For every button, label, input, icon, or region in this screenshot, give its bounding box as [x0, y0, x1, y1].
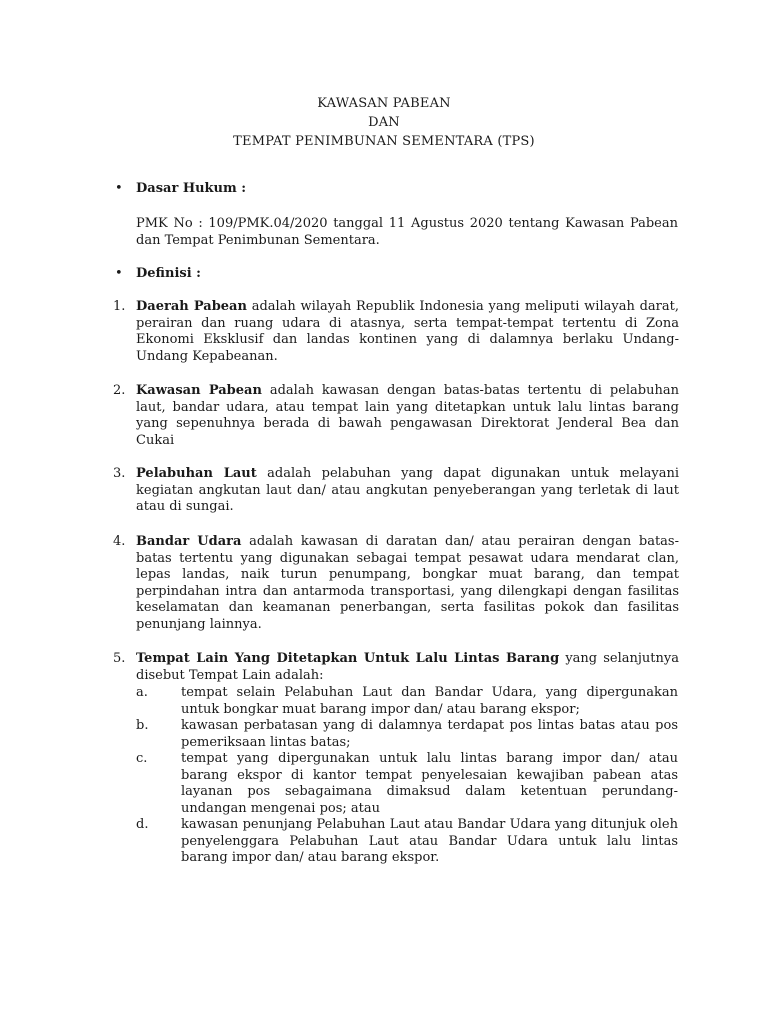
- sub-item-text: tempat selain Pelabuhan Laut dan Bandar Udara, yang dipergunakan untuk bongkar muat barang impor dan/ atau barang ekspor;: [181, 685, 678, 717]
- sub-item-list: [136, 685, 678, 867]
- definition-item-5: [113, 651, 679, 684]
- item-text: yang selanjutnya disebut Tempat Lain adalah:: [136, 651, 679, 683]
- sub-item-letter: c.: [136, 751, 148, 766]
- item-number: 3.: [113, 466, 126, 481]
- sub-item-c: [136, 751, 678, 817]
- dasar-hukum-label: Dasar Hukum :: [136, 181, 247, 196]
- title-line-1: KAWASAN PABEAN: [317, 96, 451, 111]
- item-term: Pelabuhan Laut: [136, 466, 257, 481]
- definition-item-2: [113, 383, 679, 449]
- item-term: Daerah Pabean: [136, 299, 247, 314]
- definition-item-1: [113, 299, 679, 365]
- definisi-label: Definisi :: [136, 266, 201, 281]
- bullet-dot: •: [115, 181, 123, 196]
- sub-item-letter: d.: [136, 817, 149, 832]
- sub-item-text: tempat yang dipergunakan untuk lalu lintas barang impor dan/ atau barang ekspor di kantor tempat penyelesaian kewajiban pabean atas layanan pos sebagaimana dimaksud dalam ketentuan perundang-undangan mengenai pos; atau: [181, 751, 678, 816]
- sub-item-a: [136, 685, 678, 718]
- document-title: [0, 94, 768, 151]
- item-text: adalah pelabuhan yang dapat digunakan untuk melayani kegiatan angkutan laut dan/ atau angkutan penyeberangan yang terletak di laut atau di sungai.: [136, 466, 679, 514]
- sub-item-letter: a.: [136, 685, 148, 700]
- item-text: adalah wilayah Republik Indonesia yang meliputi wilayah darat, perairan dan ruang udara di atasnya, serta tempat-tempat tertentu di Zona Ekonomi Eksklusif dan landas kontinen yang di dalamnya berlaku Undang-Undang Kepabeanan.: [136, 299, 679, 364]
- item-number: 5.: [113, 651, 126, 666]
- definition-item-4: [113, 534, 679, 633]
- sub-item-text: kawasan penunjang Pelabuhan Laut atau Bandar Udara yang ditunjuk oleh penyelenggara Pelabuhan Laut atau Bandar Udara untuk lalu lintas barang impor dan/ atau barang ekspor.: [181, 817, 678, 865]
- item-text: adalah kawasan dengan batas-batas tertentu di pelabuhan laut, bandar udara, atau tempat lain yang ditetapkan untuk lalu lintas barang yang sepenuhnya berada di bawah pengawasan Direktorat Jenderal Bea dan Cukai: [136, 383, 679, 448]
- item-number: 4.: [113, 534, 126, 549]
- item-term: Tempat Lain Yang Ditetapkan Untuk Lalu Lintas Barang: [136, 651, 560, 666]
- item-term: Kawasan Pabean: [136, 383, 262, 398]
- dasar-hukum-text: PMK No : 109/PMK.04/2020 tanggal 11 Agustus 2020 tentang Kawasan Pabean dan Tempat Penimbunan Sementara.: [136, 216, 678, 248]
- title-line-3: TEMPAT PENIMBUNAN SEMENTARA (TPS): [233, 134, 535, 149]
- sub-item-letter: b.: [136, 718, 149, 733]
- item-number: 2.: [113, 383, 126, 398]
- item-term: Bandar Udara: [136, 534, 242, 549]
- sub-item-text: kawasan perbatasan yang di dalamnya terdapat pos lintas batas atau pos pemeriksaan lintas batas;: [181, 718, 678, 750]
- bullet-dot: •: [115, 266, 123, 281]
- title-line-2: DAN: [368, 115, 400, 130]
- sub-item-d: [136, 817, 678, 867]
- definition-item-3: [113, 466, 679, 516]
- sub-item-b: [136, 718, 678, 751]
- item-text: adalah kawasan di daratan dan/ atau perairan dengan batas-batas tertentu yang digunakan sebagai tempat pesawat udara mendarat clan, lepas landas, naik turun penumpang, bongkar muat barang, dan tempat perpindahan intra dan antarmoda transportasi, yang dilengkapi dengan fasilitas keselamatan dan keamanan penerbangan, serta fasilitas pokok dan fasilitas penunjang lainnya.: [136, 534, 679, 632]
- item-number: 1.: [113, 299, 126, 314]
